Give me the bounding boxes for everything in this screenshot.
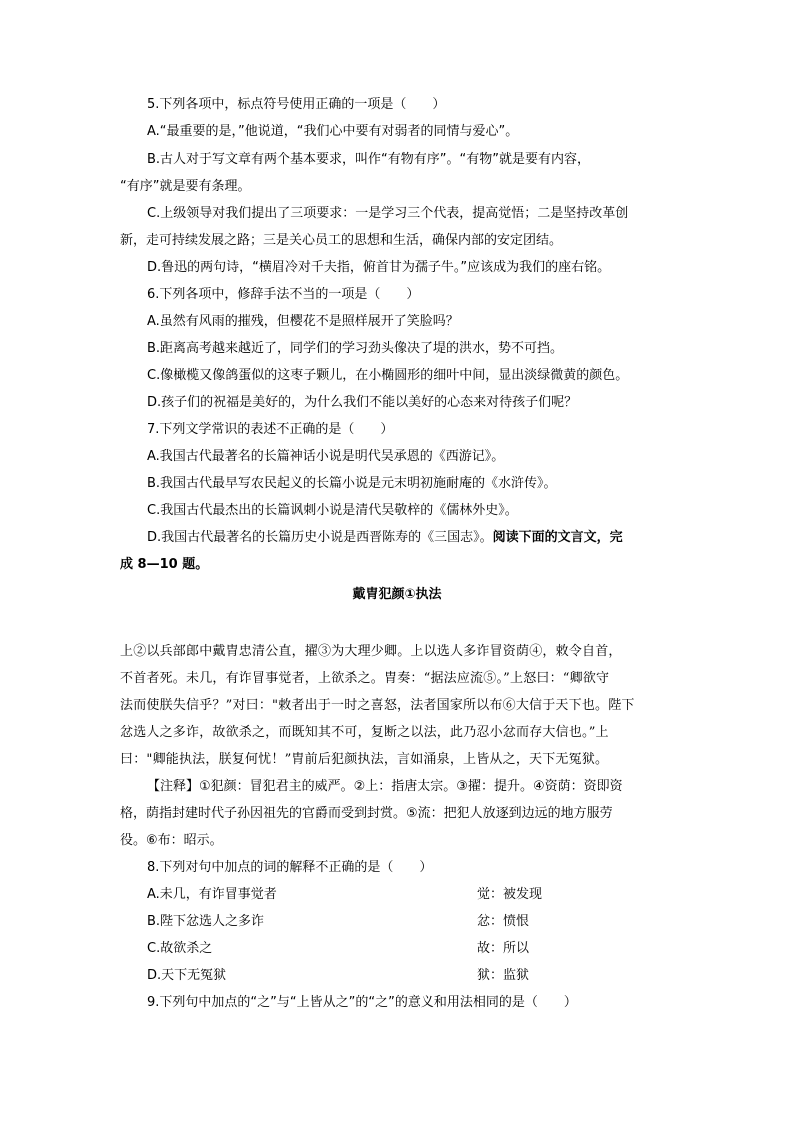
passage-line-4: 忿选人之多诈，故欲杀之，而既知其不可，复断之以法，此乃忍小忿而存大信也。”上 [120,725,609,740]
passage-line-3: 法而使朕失信乎？”对曰："敕者出于一时之喜怒，法者国家所以布⑥大信于天下也。陛下 [120,698,635,713]
passage-line-2: 不首者死。未几，有诈冒事觉者，上欲杀之。胄奏：“据法应流⑤。”上怒曰：“卿欲守 [120,671,610,686]
reading-instruction-part1: 阅读下面的文言文，完 [492,530,623,545]
question-7-option-a: A.我国古代最著名的长篇神话小说是明代吴承恩的《西游记》。 [147,449,505,464]
question-8-option-d-answer: 狱：监狱 [477,968,530,983]
question-8-option-b-text: B.陛下忿选人之多诈 [147,914,265,929]
question-8-option-c-answer: 故：所以 [477,941,530,956]
passage-line-1: 上②以兵部郎中戴胄忠清公直，擢③为大理少卿。上以选人多诈冒资荫④，敕令自首， [120,644,622,659]
question-8-option-a [147,886,543,904]
passage-title: 戴胄犯颜①执法 [352,587,442,602]
reading-instruction-part2: 成 8—10 题。 [120,557,209,572]
question-7-option-d: D.我国古代最著名的长篇历史小说是西晋陈寿的《三国志》。 [147,530,493,545]
passage-line-5: 曰："卿能执法，朕复何忧！”胄前后犯颜执法，言如涌泉，上皆从之，天下无冤狱。 [120,752,609,767]
question-7-option-b: B.我国古代最早写农民起义的长篇小说是元末明初施耐庵的《水浒传》。 [147,476,557,491]
question-5-stem: 5.下列各项中，标点符号使用正确的一项是（ ） [147,97,446,112]
annotation-line-2: 格，荫指封建时代子孙因祖先的官爵而受到封赏。⑤流：把犯人放逐到边远的地方服劳 [120,806,613,821]
question-8-option-c [147,940,530,958]
question-5-option-b-line1: B.古人对于写文章有两个基本要求，叫作“有物有序”。“有物”就是要有内容， [147,152,590,167]
question-6-option-d: D.孩子们的祝福是美好的，为什么我们不能以美好的心态来对待孩子们呢？ [147,395,578,410]
question-6-stem: 6.下列各项中，修辞手法不当的一项是（ ） [147,287,420,302]
annotation-line-1: 【注释】①犯颜：冒犯君主的威严。②上：指唐太宗。③擢：提升。④资荫：资即资 [147,779,623,794]
question-8-option-a-text: A.未几，有诈冒事觉者 [147,887,277,902]
question-7-stem: 7.下列文学常识的表述不正确的是（ ） [147,422,394,437]
question-8-option-b [147,913,530,931]
question-8-option-a-answer: 觉：被发现 [477,887,543,902]
question-6-option-c: C.像橄榄又像鸽蛋似的这枣子颗儿，在小椭圆形的细叶中间，显出淡绿微黄的颜色。 [147,368,629,383]
question-8-option-d-text: D.天下无冤狱 [147,968,227,983]
question-8-option-c-text: C.故欲杀之 [147,941,213,956]
question-7-option-d-line [147,529,623,547]
question-8-option-d [147,967,530,985]
question-5-option-c-line1: C.上级领导对我们提出了三项要求：一是学习三个代表，提高觉悟；二是坚持改革创 [147,206,629,221]
question-5-option-d: D.鲁迅的两句诗，“横眉冷对千夫指，俯首甘为孺子牛。”应该成为我们的座右铭。 [147,260,611,275]
question-6-option-b: B.距离高考越来越近了，同学们的学习劲头像决了堤的洪水，势不可挡。 [147,341,564,356]
question-5-option-b-line2: “有序”就是要有条理。 [120,179,251,194]
question-6-option-a: A.虽然有风雨的摧残，但樱花不是照样展开了笑脸吗？ [147,314,459,329]
question-7-option-c: C.我国古代最杰出的长篇讽刺小说是清代吴敬梓的《儒林外史》。 [147,503,518,518]
question-5-option-c-line2: 新，走可持续发展之路；三是关心员工的思想和生活，确保内部的安定团结。 [120,233,563,248]
question-8-option-b-answer: 忿：愤恨 [477,914,530,929]
question-9-stem: 9.下列句中加点的“之”与“上皆从之”的“之”的意义和用法相同的是（ ） [147,995,577,1010]
annotation-line-3: 役。⑥布：昭示。 [120,833,223,848]
question-5-option-a: A.“最重要的是，”他说道，“我们心中要有对弱者的同情与爱心”。 [147,124,519,139]
question-8-stem: 8.下列对句中加点的词的解释不正确的是（ ） [147,860,433,875]
